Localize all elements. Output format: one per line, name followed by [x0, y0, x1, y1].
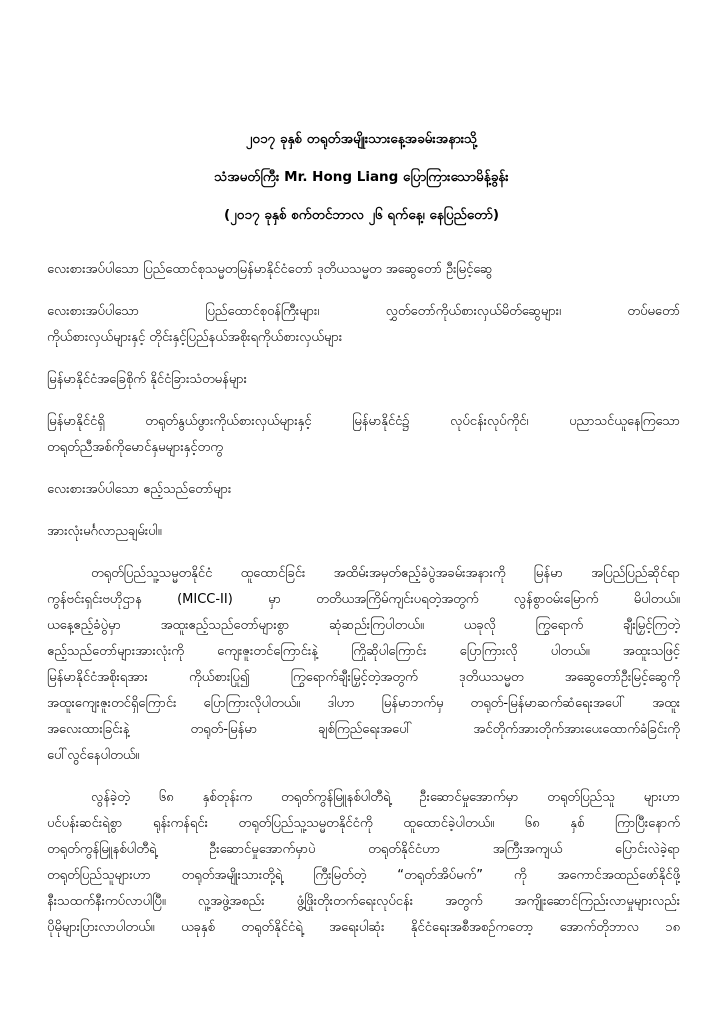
paragraph-line: အလေးထားခြင်းနဲ့ တရုတ်-မြန်မာ ချစ်ကြည်ရေးအပေါ် အင်တိုက်အားတိုက်အားပေးထောက်ခံခြင်းကို: [47, 722, 680, 737]
greeting-line: လေးစားအပ်ပါသော ဧည့်သည်တော်များ: [47, 482, 232, 497]
paragraph-line: ကွန်ဗင်းရှင်းဗဟိုဌာန (MICC-II) မှာ တတိယအကြိမ်ကျင်းပရတဲ့အတွက် လွန်စွာဝမ်းမြောက် မိပါတယ်။: [47, 592, 680, 607]
greeting-line: အားလုံးမင်္ဂလာညချမ်းပါ။: [47, 524, 162, 539]
paragraph-line: ယနေ့ဧည့်ခံပွဲမှာ အထူးဧည့်သည်တော်များစွာ ဆုံဆည်းကြပါတယ်။ ယခုလို ကြွရောက် ချီးမြှင့်ကြတဲ့: [47, 618, 680, 633]
title-event-line: ၂၀၁၇ ခုနှစ် တရုတ်အမျိုးသားနေ့အခမ်းအနားသို့: [245, 131, 478, 147]
greeting-good-evening: [47, 519, 680, 545]
greeting-diplomats: [47, 367, 680, 393]
greeting-line: မြန်မာနိုင်ငံရှိ တရုတ်နွယ်ဖွားကိုယ်စားလှယ်များနှင့် မြန်မာနိုင်ငံ၌ လုပ်ငန်းလုပ်ကိုင်၊ ပညာသင်ယူနေကြသော: [47, 414, 680, 429]
paragraph-line: တရုတ်ပြည်သူ့သမ္မတနိုင်ငံ ထူထောင်ခြင်း အထိမ်းအမှတ်ဧည့်ခံပွဲအခမ်းအနားကို မြန်မာ အပြည်ပြည်ဆိုင်ရာ: [91, 566, 680, 581]
greeting-guests: [47, 477, 680, 503]
paragraph-line: တရုတ်ပြည်သူများဟာ တရုတ်အမျိုးသားတို့ရဲ့ ကြီးမြတ်တဲ့ “တရုတ်အိပ်မက်” ကို အကောင်အထည်ဖော်နိုင်ဖို့: [47, 868, 680, 883]
paragraph-line: ပိုမိုများပြားလာပါတယ်။ ယခုနှစ် တရုတ်နိုင်ငံရဲ့ အရေးပါဆုံး နိုင်ငံရေးအစီအစဉ်ကတော့ အောက်တိုဘာလ ၁၈: [47, 920, 680, 935]
greeting-line: လေးစားအပ်ပါသော ပြည်ထောင်စုဝန်ကြီးများ၊ လွှတ်တော်ကိုယ်စားလှယ်မိတ်ဆွေများ၊ တပ်မတော်: [47, 304, 680, 319]
paragraph-line: တရုတ်ကွန်မြူနစ်ပါတီရဲ့ ဦးဆောင်မှုအောက်မှာပဲ တရုတ်နိုင်ငံဟာ အကြီးအကျယ် ပြောင်းလဲခဲ့ရာ: [47, 842, 680, 857]
greeting-line: ကိုယ်စားလှယ်များနှင့် တိုင်းနှင့်ပြည်နယ်အစိုးရကိုယ်စားလှယ်များ: [47, 330, 343, 345]
greeting-line: မြန်မာနိုင်ငံအခြေစိုက် နိုင်ငံခြားသံတမန်များ: [47, 372, 247, 387]
greeting-line: တရုတ်ညီအစ်ကိုမောင်နှမများနှင့်တကွ: [47, 440, 223, 455]
speech-title: [40, 120, 683, 234]
title-speaker-line: သံအမတ်ကြီး Mr. Hong Liang ပြောကြားသောမိန့်ခွန်း: [214, 169, 509, 185]
paragraph-line: ပေါ်လွင်နေပါတယ်။: [47, 748, 140, 763]
greeting-chinese-community: [47, 409, 680, 461]
paragraph-line: ဧည့်သည်တော်များအားလုံးကို ကျေးဇူးတင်ကြောင်းနဲ့ ကြိုဆိုပါကြောင်း ပြောကြားလို ပါတယ်။ အထူးသဖြင့်: [47, 644, 680, 659]
title-date-line: (၂၀၁၇ ခုနှစ် စက်တင်ဘာလ ၂၆ ရက်နေ့၊ နေပြည်တော်): [223, 207, 500, 223]
speech-body: [47, 257, 680, 941]
paragraph-history: [47, 785, 680, 941]
paragraph-welcome: [47, 561, 680, 769]
paragraph-line: မြန်မာနိုင်ငံအစိုးရအား ကိုယ်စားပြု၍ ကြွရောက်ချီးမြှင့်တဲ့အတွက် ဒုတိယသမ္မတ အဆွေတော်ဦးမြင့်ဆွေကို: [47, 670, 680, 685]
paragraph-line: အထူးကျေးဇူးတင်ရှိကြောင်း ပြောကြားလိုပါတယ်။ ဒါဟာ မြန်မာဘက်မှ တရုတ်-မြန်မာဆက်ဆံရေးအပေါ် အထူး: [47, 696, 680, 711]
greeting-line: လေးစားအပ်ပါသော ပြည်ထောင်စုသမ္မတမြန်မာနိုင်ငံတော် ဒုတိယသမ္မတ အဆွေတော် ဦးမြင့်ဆွေ: [47, 262, 493, 277]
paragraph-line: ပင်ပန်းဆင်းရဲစွာ ရုန်းကန်ရင်း တရုတ်ပြည်သူ့သမ္မတနိုင်ငံကို ထူထောင်ခဲ့ပါတယ်။ ၆၈ နှစ် ကြာပြီးနောက်: [47, 816, 680, 831]
paragraph-line: လွန်ခဲ့တဲ့ ၆၈ နှစ်တုန်းက တရုတ်ကွန်မြူနစ်ပါတီရဲ့ ဦးဆောင်မှုအောက်မှာ တရုတ်ပြည်သူ များဟာ: [91, 790, 680, 805]
greeting-vice-president: [47, 257, 680, 283]
paragraph-line: နီးသထက်နီးကပ်လာပါပြီ။ လူ့အဖွဲ့အစည်း ဖွံ့ဖြိုးတိုးတက်ရေးလုပ်ငန်း အတွက် အကျိုးဆောင်ကြည်းလာမှုများလည်း: [47, 894, 680, 909]
greeting-ministers: [47, 299, 680, 351]
